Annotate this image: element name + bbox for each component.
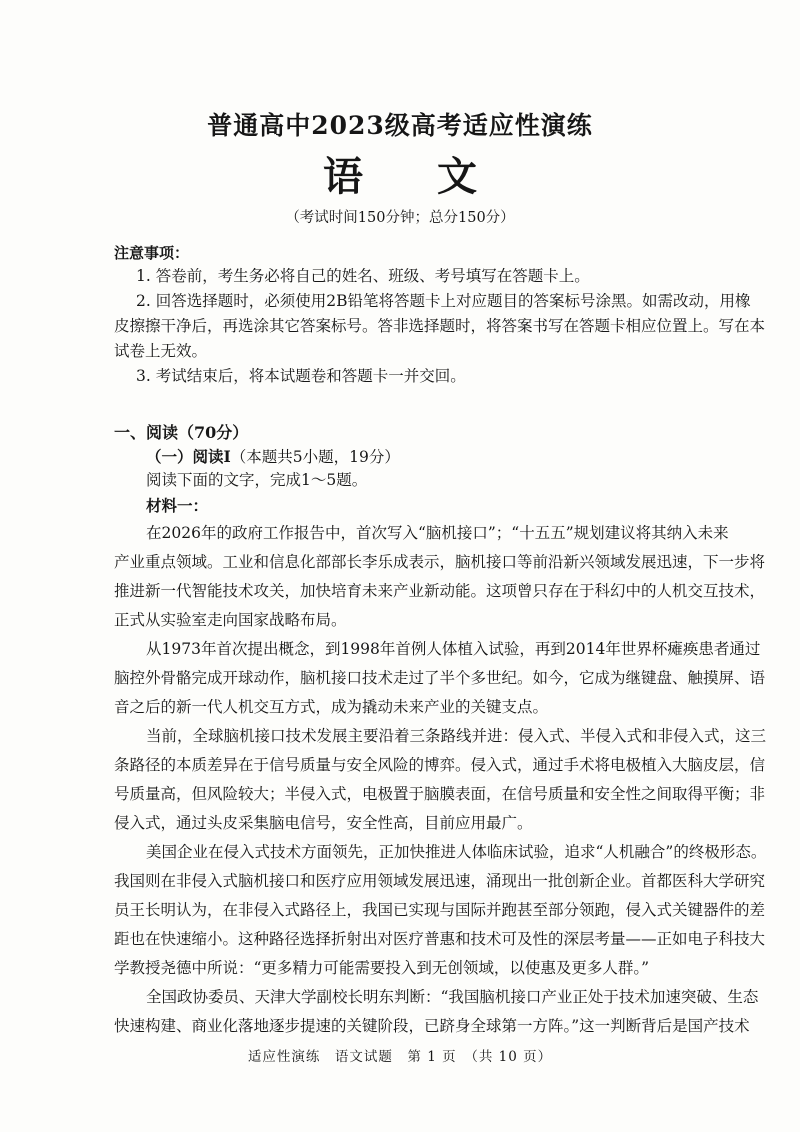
subsection-detail: （本题共5小题，19分） <box>230 448 400 466</box>
subject-title: 语 文 <box>323 153 507 200</box>
note-line: 皮擦擦干净后，再选涂其它答案标号。答非选择题时，将答案书写在答题卡相应位置上。写在本 <box>114 317 766 335</box>
body-line: 产业重点领域。工业和信息化部部长李乐成表示，脑机接口等前沿新兴领域发展迅速，下一步将 <box>114 553 766 571</box>
body-line: 员王长明认为，在非侵入式路径上，我国已实现与国际并跑甚至部分领跑，侵入式关键器件的差 <box>114 901 766 919</box>
note-line: 1. 答卷前，考生务必将自己的姓名、班级、考号填写在答题卡上。 <box>136 267 590 285</box>
body-line: 正式从实验室走向国家战略布局。 <box>114 611 347 629</box>
instruction: 阅读下面的文字，完成1～5题。 <box>146 471 368 489</box>
body-line: 在2026年的政府工作报告中，首次写入“脑机接口”；“十五五”规划建议将其纳入未来 <box>146 524 729 542</box>
notes-heading: 注意事项： <box>114 244 190 262</box>
exam-title: 普通高中2023级高考适应性演练 <box>207 111 593 140</box>
body-line: 从1973年首次提出概念，到1998年首例人体植入试验，再到2014年世界杯瘫痪患者通过 <box>146 640 761 658</box>
body-line: 全国政协委员、天津大学副校长明东判断：“我国脑机接口产业正处于技术加速突破、生态 <box>146 988 759 1006</box>
body-line: 号质量高，但风险较大；半侵入式，电极置于脑膜表面，在信号质量和安全性之间取得平衡；非 <box>114 785 766 803</box>
body-line: 我国则在非侵入式脑机接口和医疗应用领域发展迅速，涌现出一批创新企业。首都医科大学研究 <box>114 872 766 890</box>
body-line: 美国企业在侵入式技术方面领先，正加快推进人体临床试验，追求“人机融合”的终极形态。 <box>146 843 767 861</box>
subsection-label: （一）阅读Ⅰ <box>146 447 231 466</box>
section-heading: 一、阅读（70分） <box>114 423 249 442</box>
body-line: 推进新一代智能技术攻关，加快培育未来产业新动能。这项曾只存在于科幻中的人机交互技术， <box>114 582 766 600</box>
body-line: 距也在快速缩小。这种路径选择折射出对医疗普惠和技术可及性的深层考量——正如电子科技大 <box>114 930 766 948</box>
exam-info: （考试时间150分钟；总分150分） <box>285 210 515 226</box>
body-line: 条路径的本质差异在于信号质量与安全风险的博弈。侵入式，通过手术将电极植入大脑皮层，信 <box>114 756 766 774</box>
body-line: 学教授尧德中所说：“更多精力可能需要投入到无创领域，以使惠及更多人群。” <box>114 959 650 977</box>
material-label: 材料一： <box>146 496 209 515</box>
note-line: 2. 回答选择题时，必须使用2B铅笔将答题卡上对应题目的答案标号涂黑。如需改动，用橡 <box>136 292 751 310</box>
subsection-heading <box>146 445 400 467</box>
note-line: 3. 考试结束后，将本试题卷和答题卡一并交回。 <box>136 367 466 385</box>
body-line: 脑控外骨骼完成开球动作，脑机接口技术走过了半个多世纪。如今，它成为继键盘、触摸屏、语 <box>114 669 766 687</box>
body-line: 快速构建、商业化落地逐步提速的关键阶段，已跻身全球第一方阵。”这一判断背后是国产技术 <box>114 1017 750 1035</box>
body-line: 侵入式，通过头皮采集脑电信号，安全性高，目前应用最广。 <box>114 814 533 832</box>
page-footer: 适应性演练 语文试题 第 1 页 （共 10 页） <box>247 1049 553 1065</box>
body-line: 当前，全球脑机接口技术发展主要沿着三条路线并进：侵入式、半侵入式和非侵入式，这三 <box>146 727 767 745</box>
body-line: 音之后的新一代人机交互方式，成为撬动未来产业的关键支点。 <box>114 698 549 716</box>
note-line: 试卷上无效。 <box>114 342 208 360</box>
